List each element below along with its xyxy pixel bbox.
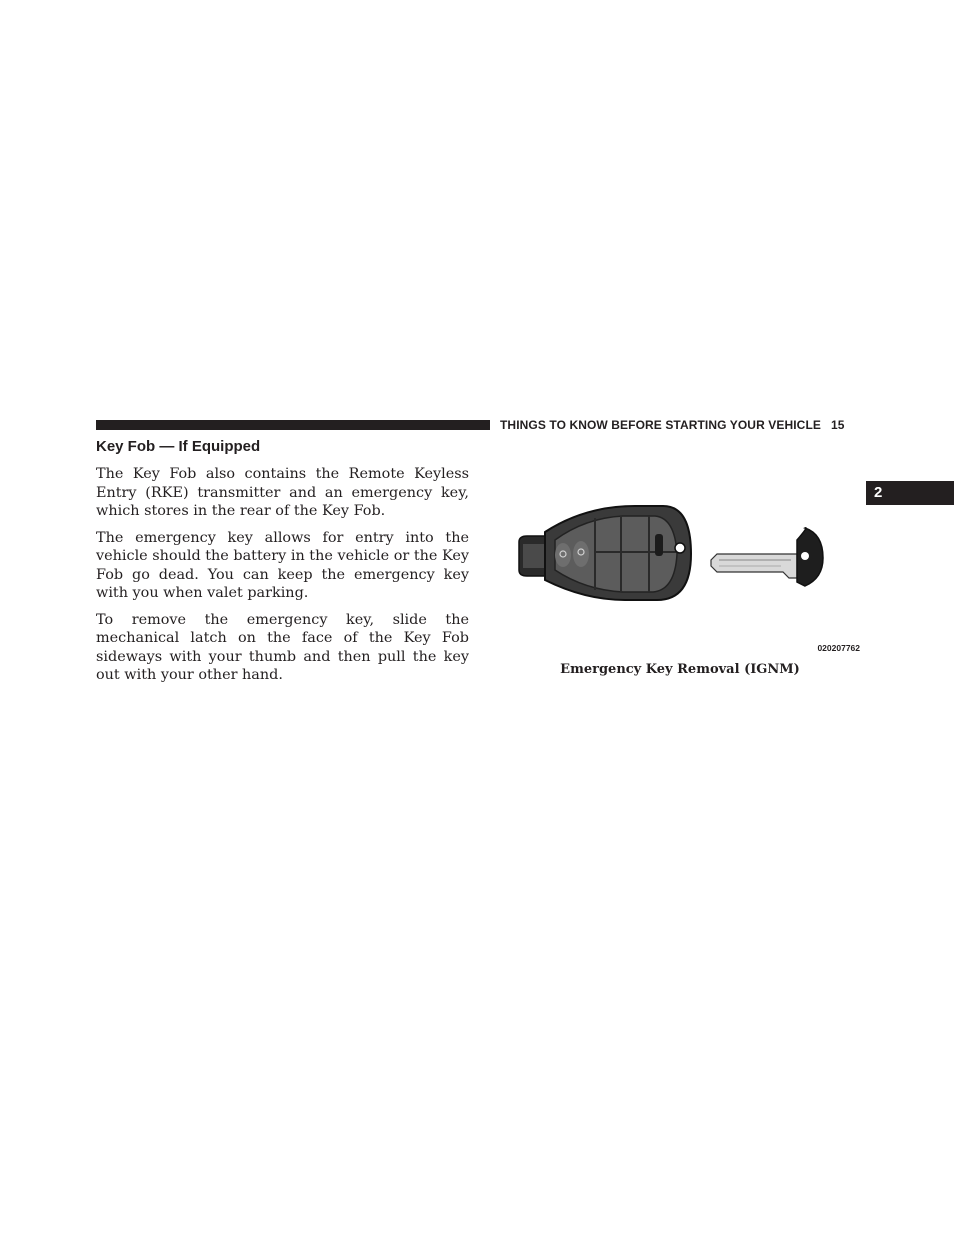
figure-caption: Emergency Key Removal (IGNM) (560, 662, 800, 677)
key-fob-illustration (505, 470, 860, 655)
figure-code: 020207762 (817, 643, 860, 653)
key-fob-drawing (505, 470, 860, 655)
chapter-tab: 2 (866, 481, 954, 505)
paragraph: To remove the emergency key, slide the mechanical latch on the face of the Key Fob sideways with your thumb and then pull the key out with your other hand. (96, 611, 469, 683)
body-text (96, 465, 469, 693)
section-title: Key Fob — If Equipped (96, 438, 261, 455)
running-header (500, 418, 860, 432)
running-title: THINGS TO KNOW BEFORE STARTING YOUR VEHICLE (500, 418, 821, 432)
paragraph: The Key Fob also contains the Remote Keyless Entry (RKE) transmitter and an emergency key, which stores in the rear of the Key Fob. (96, 466, 469, 519)
page-number: 15 (830, 418, 845, 432)
paragraph: The emergency key allows for entry into the vehicle should the battery in the vehicle or the Key Fob go dead. You can keep the emergency key with you when valet parking. (96, 529, 469, 601)
header-rule (96, 420, 490, 430)
